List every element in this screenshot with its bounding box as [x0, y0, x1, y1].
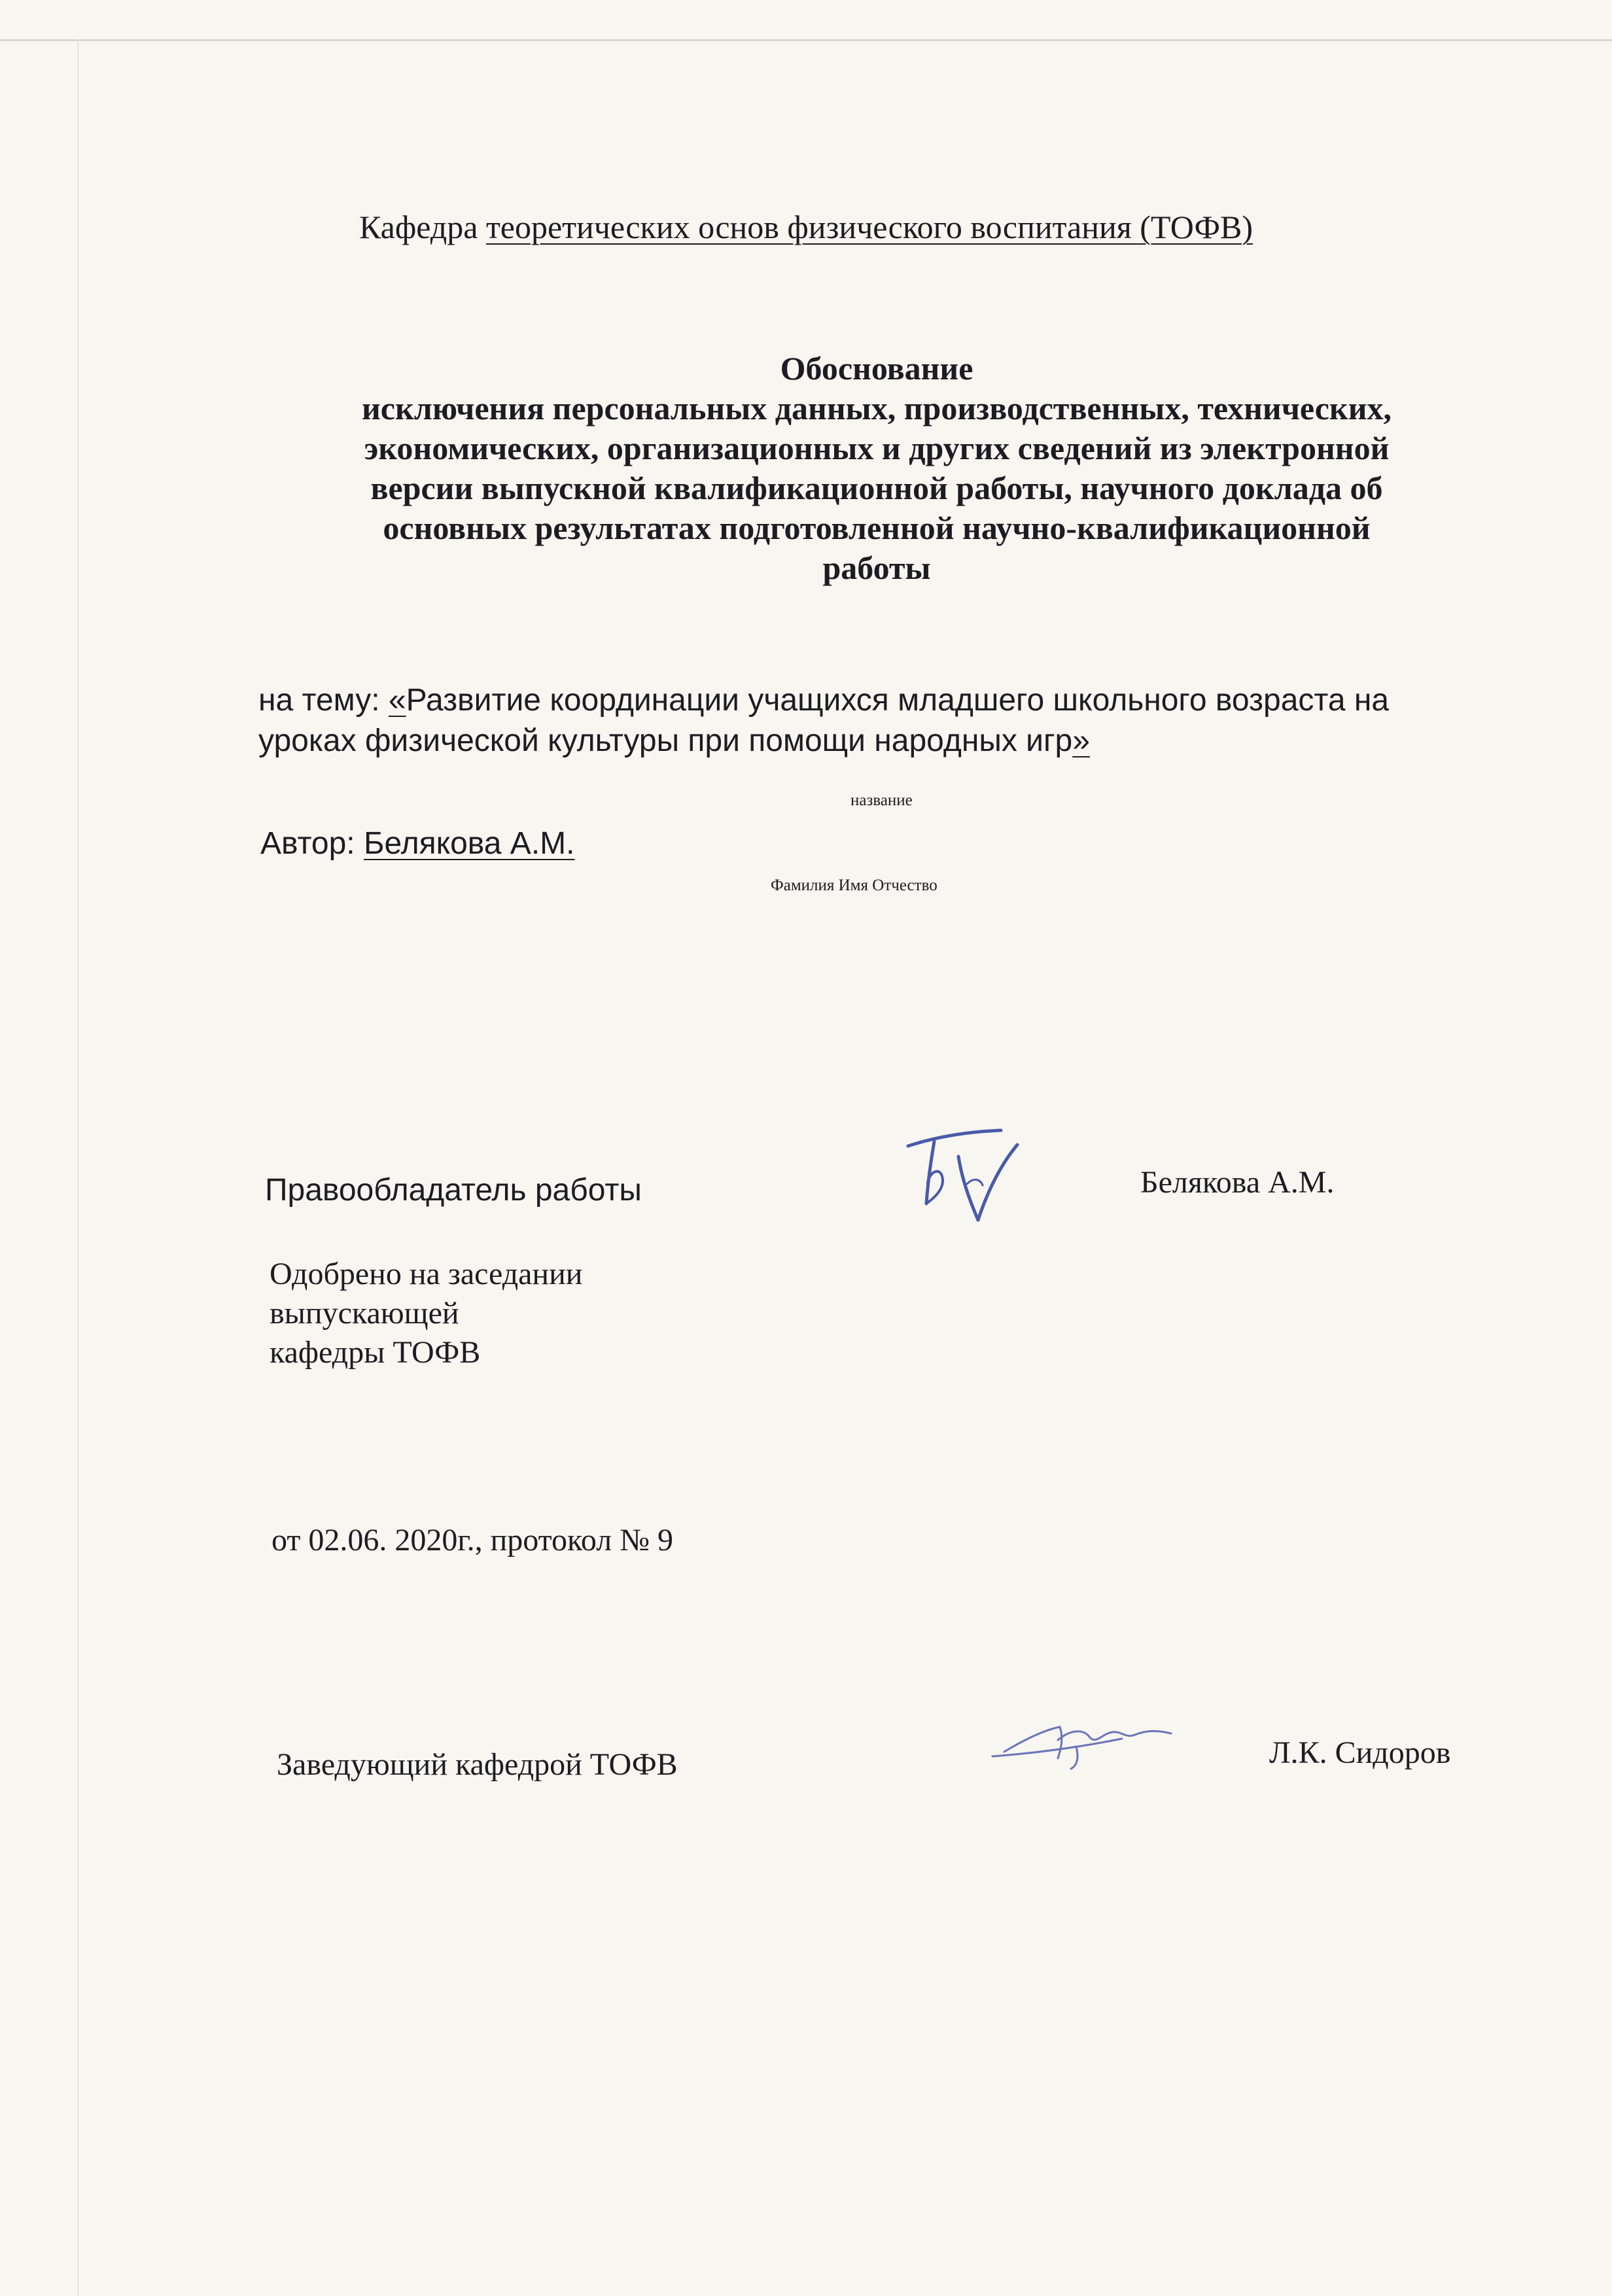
title-line-4: основных результатах подготовленной научно-квалификационной: [383, 510, 1371, 546]
document-title: [249, 349, 1505, 588]
author-line: [260, 826, 574, 861]
author-name: Белякова А.М.: [363, 826, 575, 861]
protocol-line: от 02.06. 2020г., протокол № 9: [272, 1523, 674, 1557]
approval-line-3: кафедры ТОФВ: [270, 1335, 481, 1370]
approval-line-2: выпускающей: [270, 1296, 459, 1331]
author-label: Автор:: [260, 826, 364, 861]
author-signature-icon: [896, 1105, 1047, 1236]
department-line: [0, 208, 1612, 246]
title-line-3: версии выпускной квалификационной работы, научного доклада об: [370, 470, 1383, 506]
author-caption: Фамилия Имя Отчество: [771, 877, 937, 894]
head-of-department-label: Заведующий кафедрой ТОФВ: [277, 1747, 678, 1782]
head-signature-icon: [985, 1701, 1181, 1773]
topic-close-quote: »: [1072, 723, 1090, 758]
department-prefix: Кафедра: [359, 209, 486, 245]
topic-open-quote: «: [388, 683, 406, 718]
rights-holder-label: Правообладатель работы: [265, 1173, 642, 1208]
topic-line-2: [258, 721, 1389, 761]
approval-block: [270, 1255, 582, 1372]
topic-line-1: [258, 680, 1389, 721]
topic-text-2: уроках физической культуры при помощи народных игр: [258, 723, 1073, 758]
head-of-department-name: Л.К. Сидоров: [1269, 1735, 1451, 1770]
title-line-1: исключения персональных данных, производственных, технических,: [361, 390, 1392, 426]
scan-edge-left: [77, 39, 79, 2296]
topic-label: на тему:: [258, 683, 389, 718]
title-heading: Обоснование: [780, 350, 973, 387]
topic-text-1: Развитие координации учащихся младшего школьного возраста на: [406, 683, 1390, 718]
title-line-2: экономических, организационных и других сведений из электронной: [364, 430, 1390, 466]
department-name: теоретических основ физического воспитания (ТОФВ): [485, 209, 1253, 245]
rights-holder-name: Белякова А.М.: [1140, 1165, 1335, 1200]
topic-block: [258, 680, 1389, 761]
approval-line-1: Одобрено на заседании: [270, 1257, 583, 1291]
scan-edge-top: [0, 39, 1612, 41]
topic-caption: название: [850, 791, 913, 809]
title-line-5: работы: [822, 549, 931, 586]
